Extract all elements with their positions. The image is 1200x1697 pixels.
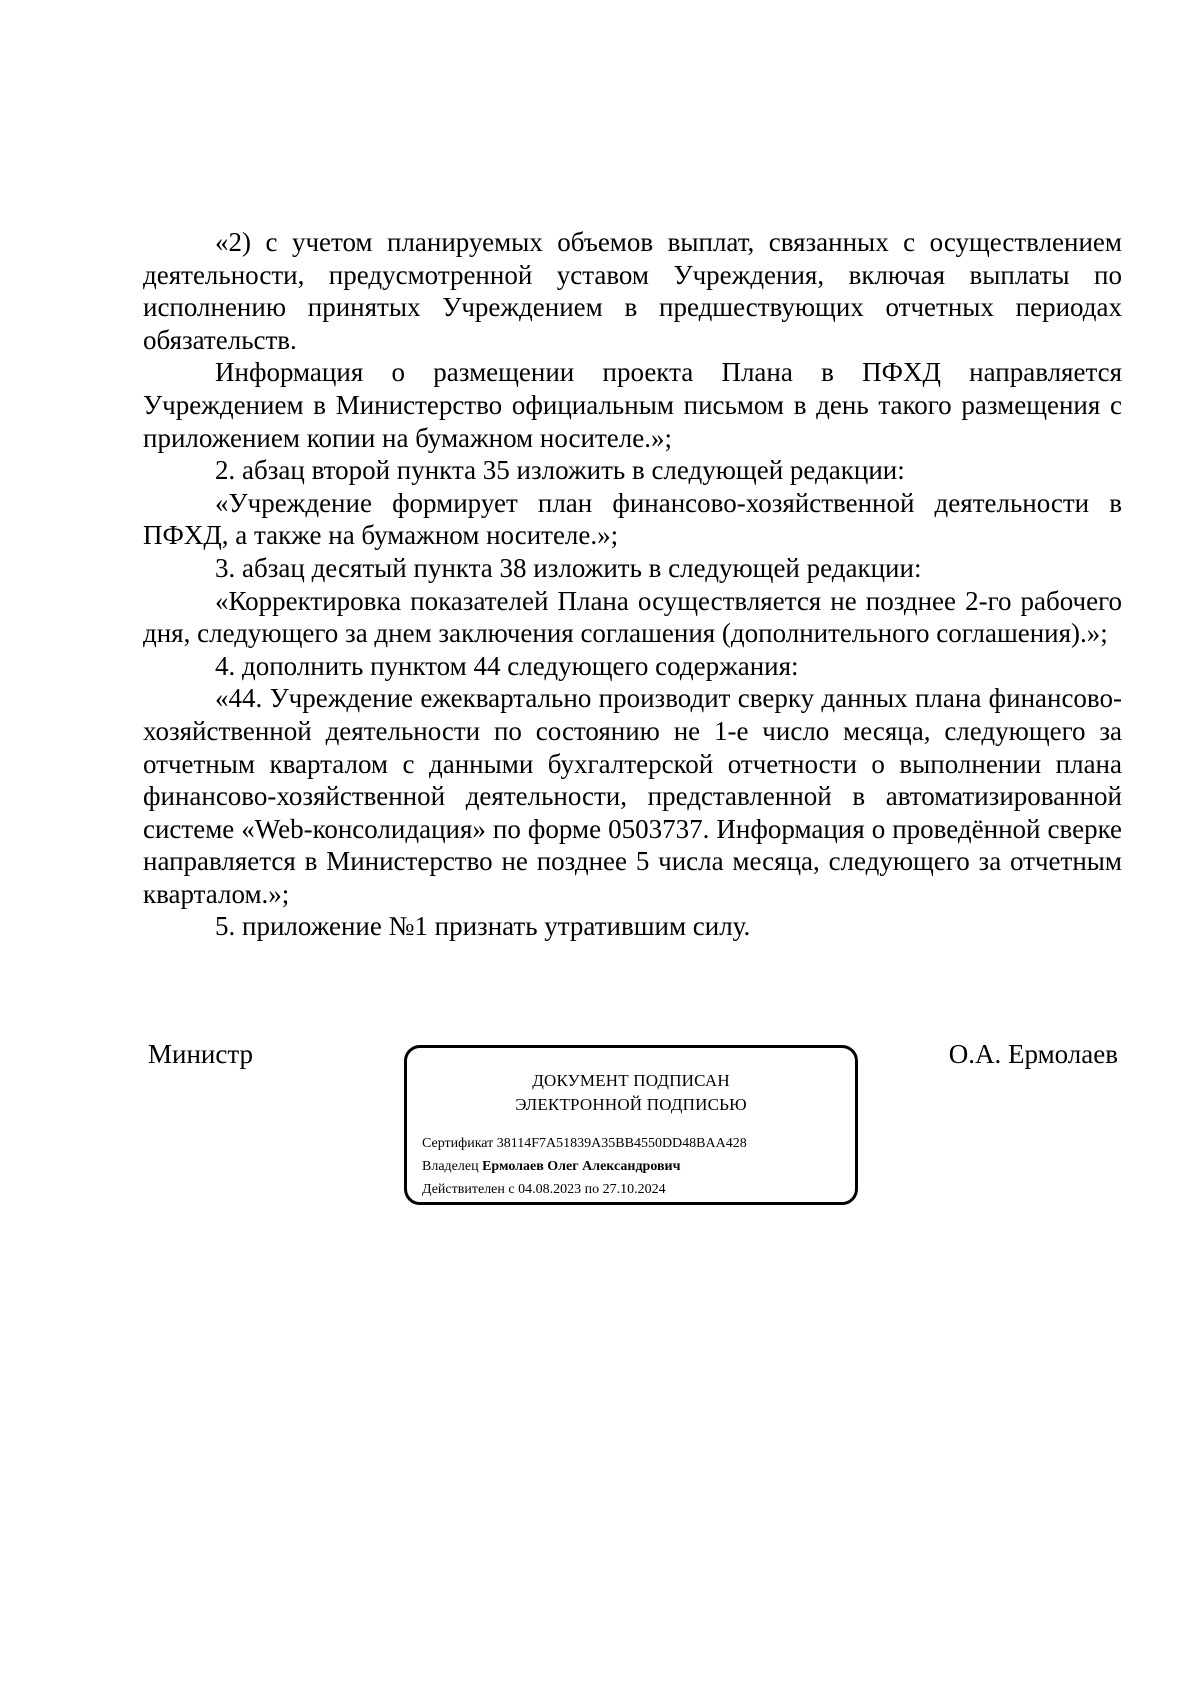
stamp-valid-from: 04.08.2023 bbox=[518, 1182, 582, 1197]
stamp-valid-to-label: по bbox=[584, 1182, 600, 1197]
stamp-title-line-2: ЭЛЕКТРОННОЙ ПОДПИСЬЮ bbox=[515, 1095, 747, 1114]
stamp-owner-value: Ермолаев Олег Александрович bbox=[482, 1159, 681, 1174]
stamp-validity-line bbox=[422, 1181, 666, 1199]
stamp-title-line-1: ДОКУМЕНТ ПОДПИСАН bbox=[532, 1071, 730, 1090]
paragraph-8: «44. Учреждение ежеквартально производит сверку данных плана финансово-хозяйственной деятельности по состоянию не 1-е число месяца, следующего за отчетным кварталом с данными бухгалтерской отчетности о выполнении плана финансово-хозяйственной деятельности, представленной в автоматизированной системе «Web-консолидация» по форме 0503737. Информация о проведённой сверке направляется в Министерство не позднее 5 числа месяца, следующего за отчетным кварталом.»; bbox=[143, 683, 1122, 909]
paragraph-3: 2. абзац второй пункта 35 изложить в следующей редакции: bbox=[215, 455, 905, 486]
paragraph-1: «2) с учетом планируемых объемов выплат, связанных с осуществлением деятельности, предусмотренной уставом Учреждения, включая выплаты по исполнению принятых Учреждением в предшествующих отчетных периодах обязательств. bbox=[143, 227, 1122, 355]
stamp-certificate-label: Сертификат bbox=[422, 1136, 494, 1151]
stamp-owner-line bbox=[422, 1158, 681, 1176]
paragraph-6: «Корректировка показателей Плана осуществляется не позднее 2-го рабочего дня, следующего за днем заключения соглашения (дополнительного соглашения).»; bbox=[143, 585, 1122, 649]
paragraph-9: 5. приложение №1 признать утратившим силу. bbox=[215, 911, 751, 942]
paragraph-5: 3. абзац десятый пункта 38 изложить в следующей редакции: bbox=[215, 552, 922, 583]
stamp-certificate-value: 38114F7A51839A35BB4550DD48BAA428 bbox=[496, 1136, 747, 1151]
paragraph-4: «Учреждение формирует план финансово-хозяйственной деятельности в ПФХД, а также на бумажном носителе.»; bbox=[143, 487, 1122, 551]
stamp-valid-to: 27.10.2024 bbox=[602, 1182, 666, 1197]
electronic-signature-stamp bbox=[404, 1045, 858, 1205]
signer-name: О.А. Ермолаев bbox=[948, 1039, 1118, 1069]
stamp-certificate-line bbox=[422, 1135, 747, 1153]
stamp-valid-from-label: с bbox=[508, 1182, 515, 1197]
stamp-owner-label: Владелец bbox=[422, 1159, 479, 1174]
paragraph-2: Информация о размещении проекта Плана в ПФХД направляется Учреждением в Министерство официальным письмом в день такого размещения с приложением копии на бумажном носителе.»; bbox=[143, 357, 1122, 453]
signer-position: Министр bbox=[148, 1039, 253, 1069]
stamp-valid-label: Действителен bbox=[422, 1182, 505, 1197]
paragraph-7: 4. дополнить пунктом 44 следующего содержания: bbox=[215, 650, 799, 681]
document-body bbox=[143, 226, 1122, 943]
